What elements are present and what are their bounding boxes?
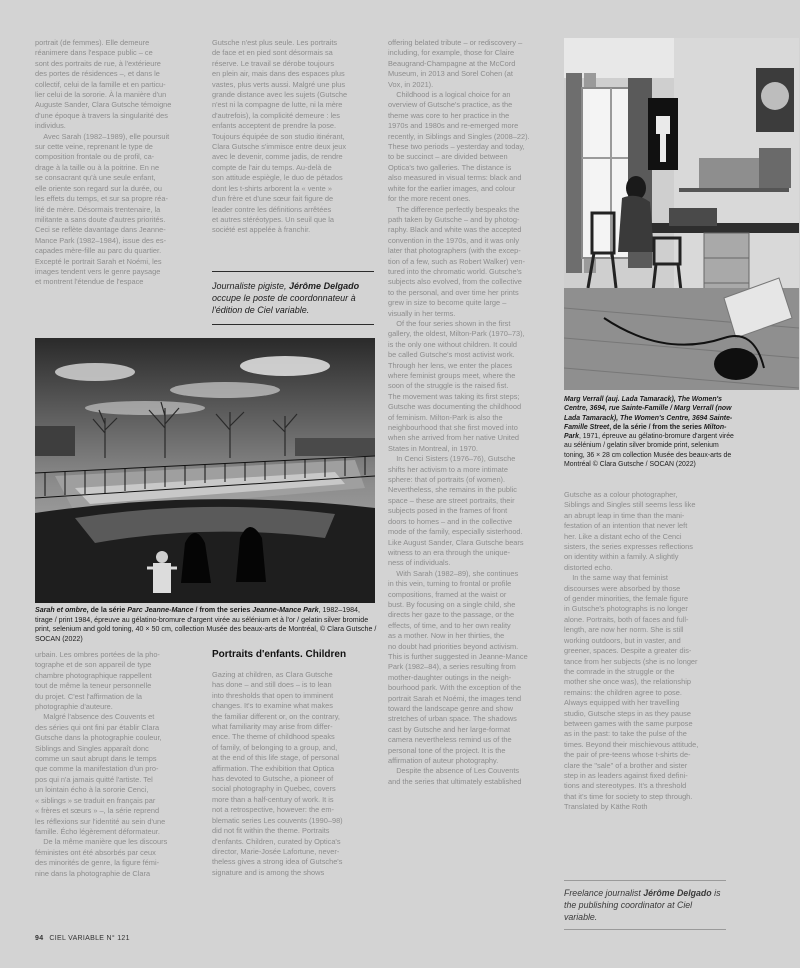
credit-en-rest: is the publishing coordinator at Ciel variable. <box>564 888 721 922</box>
caption-womens-centre <box>564 395 734 469</box>
page-folio <box>35 935 130 942</box>
caption-park-series-fr-prefix: , de la série <box>86 606 128 614</box>
section-heading: Portraits d'enfants. Children <box>212 649 347 660</box>
author-credit-fr <box>212 271 374 325</box>
author-credit-en <box>564 880 726 930</box>
caption-park-series-fr: Parc Jeanne-Mance <box>127 606 194 614</box>
body-text-fr-1: portrait (de femmes). Elle demeure réanimere dans l'espace public – ce sont des portraits de rue, à l'extérieure des portes de résidences –, et dans le collectif, celui de la famille et en particu- lier celui de la sororie. À la manière d'un Auguste Sander, Clara Gutsche témoigne d'une époque à travers la singularité des individus. Avec Sarah (1982–1989), elle poursuit sur cette veine, reprenant le type de composition frontale ou de profil, ca- drage à la taille ou à la poitrine. En ne se consacrant qu'à une seule enfant, elle oriente son regard sur la durée, ou les effets du temps, et sur sa propre réa- lité de mère. Désormais trentenaire, la militante a sans doute d'autres priorités. Ceci se reflète davantage dans Jeanne- Mance Park (1982–1984), issue des es- capades mère-fille au parc du quartier. Excepté le portrait Sarah et Noémi, les images tendent vers le genre paysage et montrent l'étendue de l'espace <box>35 38 172 287</box>
column-2-top <box>212 38 378 270</box>
column-1-top <box>35 38 203 338</box>
credit-en-prefix: Freelance journalist <box>564 888 644 898</box>
caption-room-series: Milton-Park <box>564 423 727 441</box>
body-text-en-4: Gutsche as a colour photographer, Siblings and Singles still seems less like an abrupt leap in time than the mani- festation of an intention that never left her. Like a distant echo of the Cenci sisters, the series expresses reflections on identity within a family. A slightly distorted echo. In the same way that feminist discourses were absorbed by those of gender minorities, the female figure in Gutsche's photographs is no longer alone. Portraits, both of faces and full- length, are now her norm. She is still working outdoors, but in vaster, and greener, spaces. Despite a greater dis- tance from her subjects (she is no longer the comrade in the struggle or the mother she once was), the relationship remains: the children agree to pose. Always equipped with her travelling studio, Gutsche steps in as they pause between games with the same purpose as in the past: to take the pulse of the times. Beyond their mischievous attitude, the pair of pre-teens whose t-shirts de- clare the "sale" of a brother and sister step in as leaders against fixed defini- tions and stereotypes. It's a threshold that it's time for society to step through. Translated by Käthe Roth <box>564 490 699 812</box>
credit-fr-rest: occupe le poste de coordonnateur à l'édition de Ciel variable. <box>212 293 356 315</box>
magazine-issue: CIEL VARIABLE N° 121 <box>49 935 130 942</box>
caption-room-title-en: / Marg Verrall (now Lada Tamarack), The Women's Centre, 3694 Sainte-Famille Street <box>564 405 733 431</box>
caption-park-details: , 1982–1984, tirage / print 1984, épreuve au gélatino-bromure d'argent virée au sélénium et à l'or / gelatin silver bromide print, selenium and gold toning, 40 × 50 cm, collection Musée des beaux-arts de Montréal, © Clara Gutsche / SOCAN (2022) <box>35 606 377 643</box>
credit-fr-name: Jérôme Delgado <box>289 281 360 291</box>
column-3 <box>388 38 554 922</box>
jeanne-mance-park-photo-illustration <box>35 338 375 603</box>
credit-fr-prefix: Journaliste pigiste, <box>212 281 290 291</box>
body-text-fr-1b: urbain. Les ombres portées de la pho- tographe et de son appareil de type chambre photographique rappellent tout de même la teneur personnelle du projet. C'est l'affirmation de la photographie d'auteure. Malgré l'absence des Couvents et des séries qui ont fini par établir Clara Gutsche dans la photographie couleur, Siblings and Singles apparaît donc comme un saut abrupt dans le temps que comme la manifestation d'un pro- pos qui n'a jamais quitté l'artiste. Tel un lointain écho à la sororie Cenci, « siblings » se traduit en français par « frères et sœurs » –, la série reprend les réflexions sur l'identité au sein d'une famille. Écho légèrement déformateur. De la même manière que les discours féministes ont été absorbés par ceux des minorités de genre, la figure fémi- nine dans la photographie de Clara <box>35 650 168 878</box>
page-number: 94 <box>35 935 44 942</box>
caption-park-series-en-prefix: / from the series <box>193 606 253 614</box>
body-text-en-3: offering belated tribute – or rediscovery – including, for example, those for Claire Beaugrand-Champagne at the McCord Museum, in 2013 and Sorel Cohen (at Vox, in 2021). Childhood is a logical choice for an overview of Gutsche's practice, as the theme was core to her practice in the 1970s and 1980s and re-emerged more recently, in Siblings and Singles (2008–22). These two periods – yesterday and today, to be succinct – are divided between Optica's two galleries. The distance is also measured in visual terms: black and white for the earlier images, and colour for the more recent ones. The difference perfectly bespeaks the path taken by Gutsche – and by photog- raphy. Black and white was the accepted convention in the 1970s, and it was only later that photographers (with the excep- tion of a few, such as Robert Walker) ven- tured into the chromatic world. Gutsche's subjects also evolved, from the collective to the personal, and over time her prints grew in size to become quite large – visually in her terms. Of the four series shown in the first gallery, the oldest, Milton-Park (1970–73), is the only one without children. It could be called Gutsche's most activist work. Through her lens, we enter the places where feminist groups meet, where the soon of the struggle is the raised fist. The movement was taking its first steps; Gutsche was documenting the childhood of feminism. Milton-Park is also the neighbourhood that she first moved into when she arrived from her native United States in Montreal, in 1970. In Cenci Sisters (1976–76), Gutsche shifts her activism to a more intimate sphere: that of portraits (of women). Nevertheless, she remains in the public space – these are street portraits, their subjects posed in the frames of front doors to homes – and in the collective mode of the family, especially sisterhood. Like August Sander, Clara Gutsche bears witness to an era through the unique- ness of individuals. With Sarah (1982–89), she continues in this vein, turning to frontal or profile compositions, framed at the waist or bust. By focusing on a single child, she directs her gaze to the passage, or the effects, of time, and to her own reality as a mother. Now in her thirties, the no doubt had priorities beyond activism. This is further suggested in Jeanne-Mance Park (1982–84), a series resulting from mother-daughter outings in the neigh- bourhood park. With the exception of the portrait Sarah et Noémi, the images tend toward the landscape genre and show stretches of urban space. The shadows cast by Gutsche and her large-format camera nevertheless remind us of the personal tone of the project. It is the affirmation of auteur photography. Despite the absence of Les Couvents and the series that ultimately established <box>388 38 530 786</box>
body-text-en-2: Gazing at children, as Clara Gutsche has done – and still does – is to lean into thresholds that open to imminent changes. It's to examine what makes the familiar different or, on the contrary, what familiarity may arise from differ- ence. The theme of childhood speaks of family, of belonging to a group, and, at the end of this life stage, of personal affirmation. The exhibition that Optica has devoted to Gutsche, a pioneer of social photography in Quebec, covers more than a half-century of work. It is not a retrospective, however: the em- blematic series Les couvents (1990–98) did not fit within the theme. Portraits d'enfants. Children, curated by Optica's director, Marie-Josée Lafortune, never- theless gives a strong idea of Gutsche's signature and is among the shows <box>212 670 343 877</box>
caption-park-series-en: Jeanne-Mance Park <box>252 606 319 614</box>
caption-room-title-fr: Marg Verrall (auj. Lada Tamarack), The Women's Centre, 3694, rue Sainte-Famille <box>564 396 723 413</box>
photo-jeanne-mance-park <box>35 338 375 603</box>
caption-room-series-prefix: , de la série / from the series <box>609 423 704 431</box>
womens-centre-photo-illustration <box>564 38 799 390</box>
caption-room-details: , 1971, épreuve au gélatino-bromure d'argent virée au sélénium / gelatin silver bromide print, selenium toning, 36 × 28 cm collection Musée des beaux-arts de Montréal © Clara Gutsche / SOCAN (2022) <box>564 433 734 469</box>
column-1-bottom <box>35 650 203 922</box>
caption-jeanne-mance-park <box>35 606 377 644</box>
column-2-bottom <box>212 670 378 922</box>
photo-womens-centre <box>564 38 799 390</box>
body-text-fr-2: Gutsche n'est plus seule. Les portraits de face et en pied sont désormais sa réserve. Le travail se dérobe toujours en plein air, mais dans des espaces plus vastes, plus verts aussi. Malgré une plus grande distance avec les sujets (Gutsche n'est ni la compagne de lutte, ni la mère d'autrefois), la complicité demeure : les enfants acceptent de prendre la pose. Toujours équipée de son studio itinérant, Clara Gutsche s'immisce entre deux jeux avec le devenir, comme jadis, de rendre compte de l'air du temps. Au-delà de son attitude espiègle, le duo de pétados dont les t-shirts arborent la « vente » d'un frère et d'une sœur fait figure de leader contre les définitions arrêtées et autres stéréotypes. Un seuil que la société est appelée à franchir. <box>212 38 348 235</box>
caption-park-title: Sarah et ombre <box>35 606 87 614</box>
credit-en-name: Jérôme Delgado <box>643 888 712 898</box>
column-4 <box>564 490 734 875</box>
